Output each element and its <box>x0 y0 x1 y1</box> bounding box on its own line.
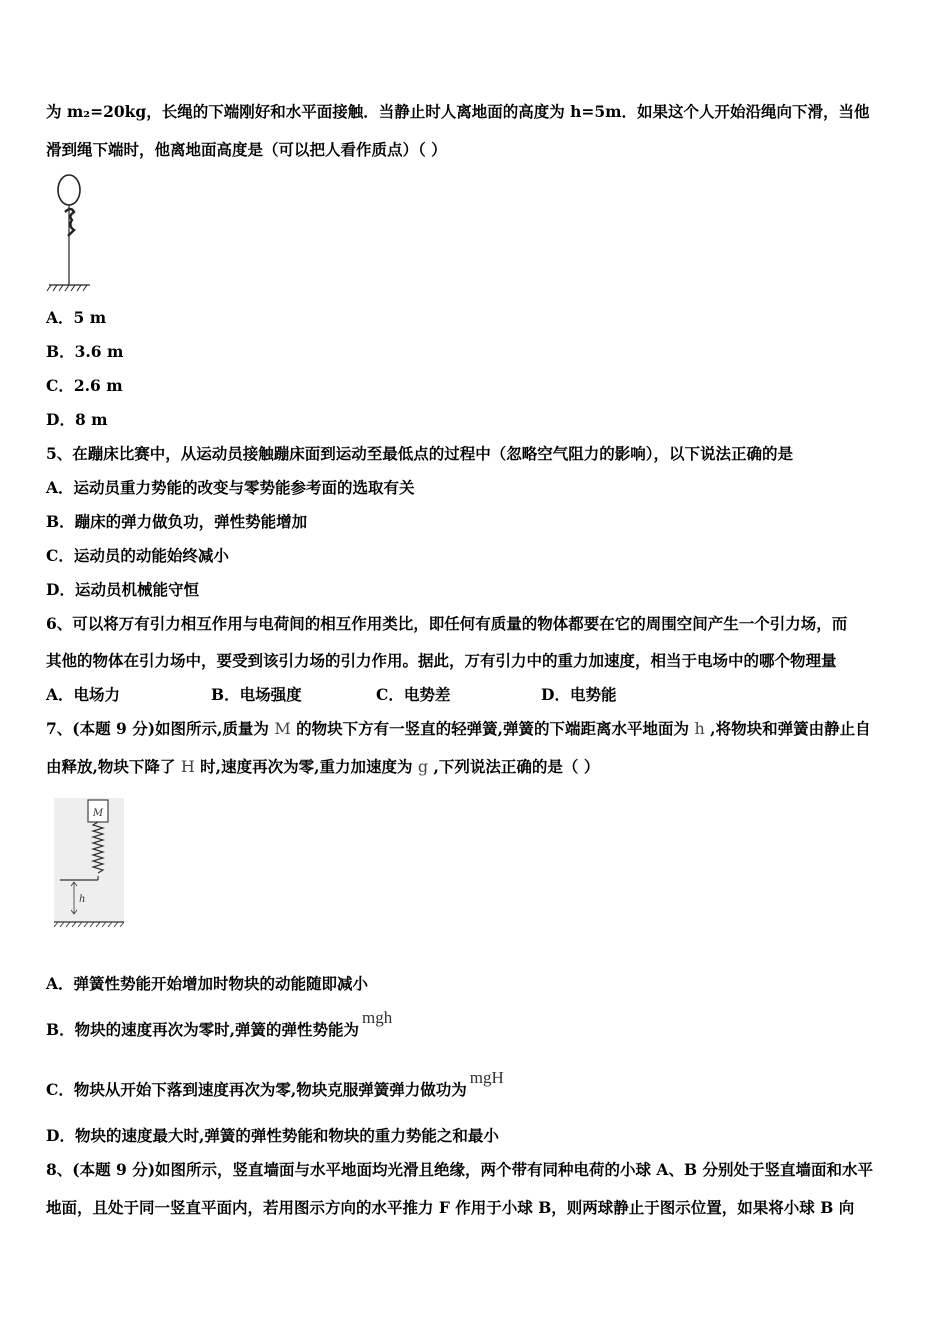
block-label: M <box>92 808 104 819</box>
q6-option-d: D．电势能 <box>541 685 617 704</box>
q6-option-a: A．电场力 <box>46 685 121 704</box>
q7-option-b <box>46 1008 393 1040</box>
q7-symbol-height: h <box>694 719 705 738</box>
q7-symbol-mass: M <box>274 719 291 738</box>
q5-option-c: C．运动员的动能始终减小 <box>46 546 229 565</box>
q7-stem-text-1c: ,将物块和弹簧由静止自 <box>710 719 871 738</box>
q5-option-d: D．运动员机械能守恒 <box>46 580 199 599</box>
q7-stem-text-1b: 的物块下方有一竖直的轻弹簧,弹簧的下端距离水平地面为 <box>296 719 690 738</box>
q5-stem: 5、在蹦床比赛中，从运动员接触蹦床面到运动至最低点的过程中（忽略空气阻力的影响），以下说法正确的是 <box>46 444 794 463</box>
q4-option-d: D．8 m <box>46 410 108 429</box>
q5-option-b: B．蹦床的弹力做负功，弹性势能增加 <box>46 512 308 531</box>
spring-block-figure <box>52 796 128 932</box>
q4-stem-line-1: 为 m₂=20kg，长绳的下端刚好和水平面接触．当静止时人离地面的高度为 h=5m．如果这个人开始沿绳向下滑，当他 <box>46 102 870 121</box>
q8-stem-line-1: 8、(本题 9 分)如图所示，竖直墙面与水平地面均光滑且绝缘，两个带有同种电荷的小球 A、B 分别处于竖直墙面和水平 <box>46 1160 873 1179</box>
q7-stem-text-1a: 7、(本题 9 分)如图所示,质量为 <box>46 719 269 738</box>
q7-stem-line-2 <box>46 757 599 777</box>
q5-option-a: A．运动员重力势能的改变与零势能参考面的选取有关 <box>46 478 415 497</box>
q7-option-c <box>46 1068 504 1100</box>
q7-option-a: A．弹簧性势能开始增加时物块的动能随即减小 <box>46 974 369 993</box>
rope-person-figure <box>46 170 96 294</box>
q6-option-c: C．电势差 <box>376 685 451 704</box>
q7-symbol-drop: H <box>180 757 195 776</box>
q4-option-c: C．2.6 m <box>46 376 123 395</box>
q7-option-c-text: C．物块从开始下落到速度再次为零,物块克服弹簧弹力做功为 <box>46 1080 467 1099</box>
height-label: h <box>79 894 86 905</box>
q7-option-b-expr: mgh <box>362 1008 393 1027</box>
q6-stem-line-1: 6、可以将万有引力相互作用与电荷间的相互作用类比，即任何有质量的物体都要在它的周围空间产生一个引力场，而 <box>46 614 848 633</box>
q4-option-a: A．5 m <box>46 308 107 327</box>
q8-stem-line-2: 地面，且处于同一竖直平面内，若用图示方向的水平推力 F 作用于小球 B，则两球静止于图示位置，如果将小球 B 向 <box>46 1198 855 1217</box>
q7-stem-line-1 <box>46 719 871 739</box>
q6-stem-line-2: 其他的物体在引力场中，要受到该引力场的引力作用。据此，万有引力中的重力加速度，相当于电场中的哪个物理量 <box>46 651 837 670</box>
q7-stem-text-2a: 由释放,物块下降了 <box>46 757 176 776</box>
q4-option-b: B．3.6 m <box>46 342 124 361</box>
q7-stem-text-2c: ,下列说法正确的是（ ） <box>433 757 600 776</box>
q7-option-d: D．物块的速度最大时,弹簧的弹性势能和物块的重力势能之和最小 <box>46 1126 499 1145</box>
q4-stem-line-2: 滑到绳下端时，他离地面高度是（可以把人看作质点）（ ） <box>46 140 447 159</box>
q7-stem-text-2b: 时,速度再次为零,重力加速度为 <box>200 757 413 776</box>
q7-option-b-text: B．物块的速度再次为零时,弹簧的弹性势能为 <box>46 1020 359 1039</box>
q6-option-b: B．电场强度 <box>211 685 302 704</box>
q7-option-c-expr: mgH <box>469 1068 504 1087</box>
q7-symbol-gravity: g <box>417 757 429 776</box>
